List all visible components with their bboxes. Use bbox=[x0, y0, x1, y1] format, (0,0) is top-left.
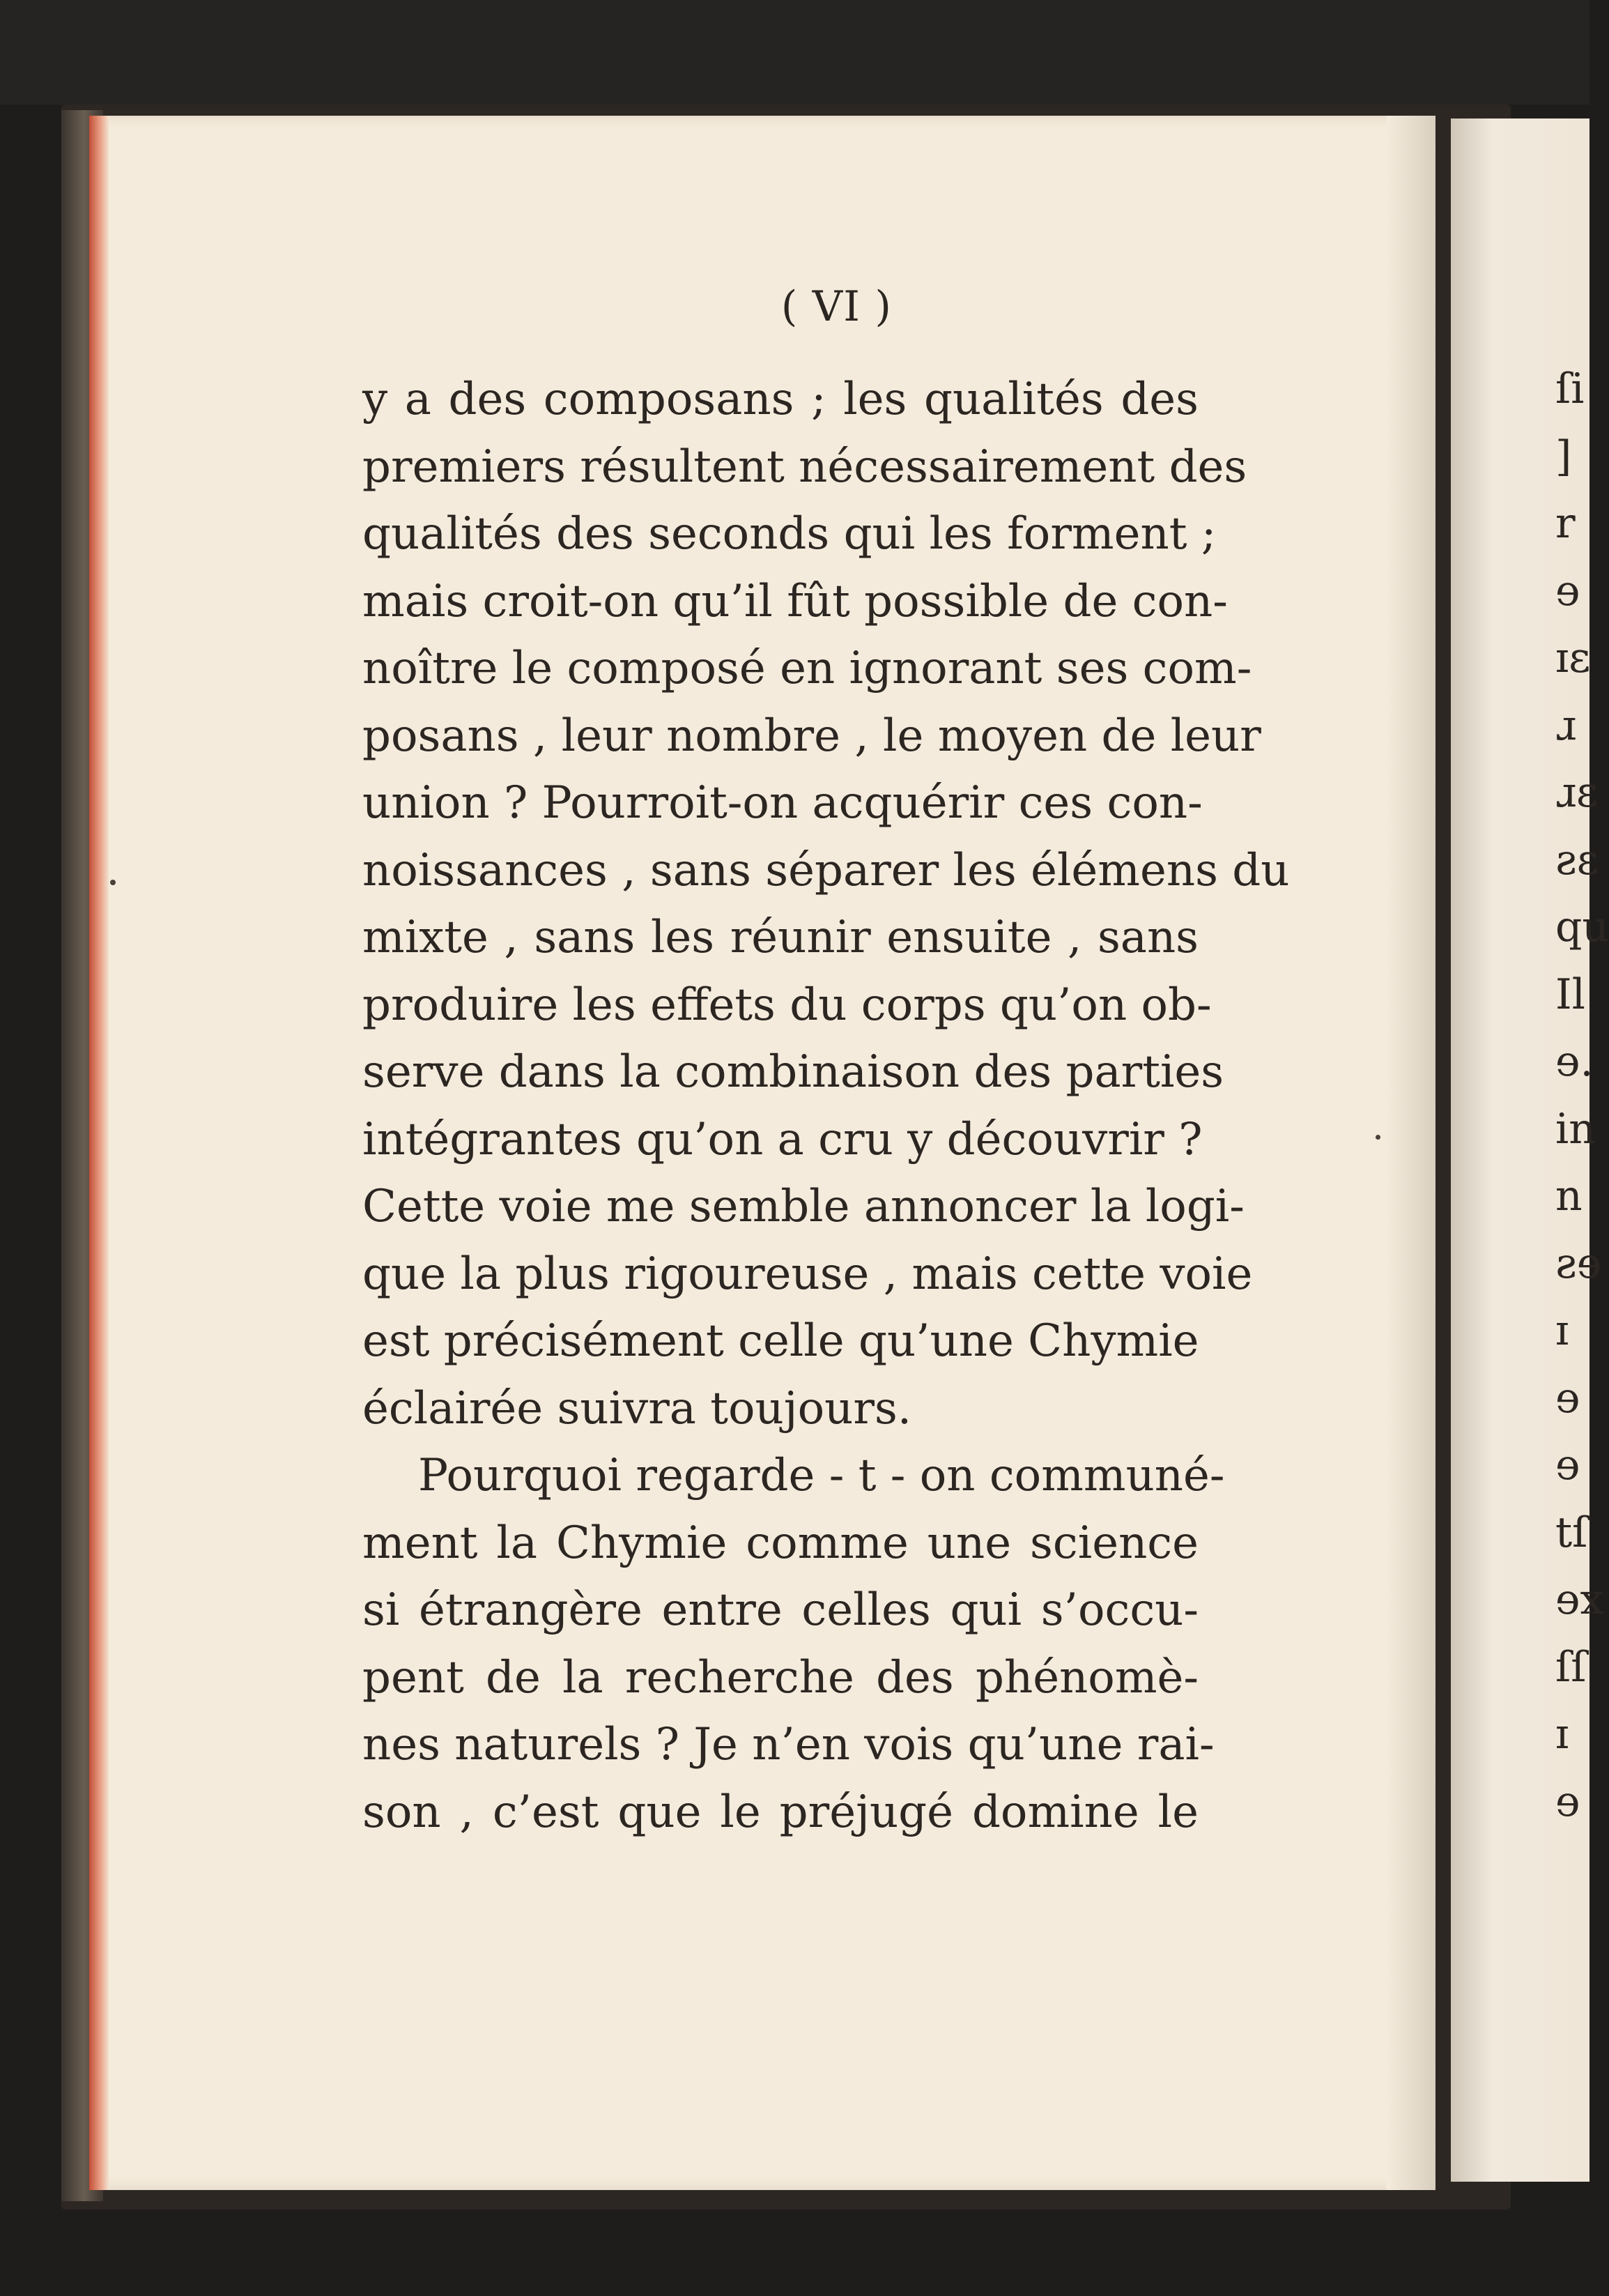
facing-fragment: ɘ bbox=[1555, 566, 1580, 615]
text-line: éclairée suivra toujours. bbox=[362, 1382, 912, 1434]
page-number: ( VI ) bbox=[780, 282, 893, 331]
facing-fragment: ɪɛ bbox=[1555, 634, 1591, 682]
facing-fragment: ɘ. bbox=[1555, 1037, 1594, 1086]
facing-page-text bbox=[1555, 355, 1609, 1903]
text-line: mixte , sans les réunir ensuite , sans bbox=[362, 912, 1199, 963]
facing-fragment: r bbox=[1555, 499, 1576, 548]
text-line: son , c’est que le préjugé domine le bbox=[362, 1786, 1199, 1838]
text-line: Pourquoi regarde - t - on communé- bbox=[418, 1450, 1225, 1501]
text-line: intégrantes qu’on a cru y découvrir ? bbox=[362, 1113, 1203, 1165]
facing-fragment: ɘ bbox=[1555, 1777, 1580, 1826]
facing-fragment: in bbox=[1555, 1104, 1596, 1154]
paper-speck bbox=[1376, 1135, 1380, 1140]
facing-fragment: ɹ bbox=[1555, 701, 1577, 750]
facing-fragment: ƨɘ bbox=[1555, 1239, 1602, 1288]
facing-fragment: ɘ bbox=[1555, 1373, 1580, 1423]
text-line: si étrangère entre celles qui s’occu- bbox=[362, 1584, 1199, 1636]
text-line: Cette voie me semble annoncer la logi- bbox=[362, 1181, 1245, 1232]
text-line: nes naturels ? Je n’en vois qu’une rai- bbox=[362, 1719, 1215, 1770]
text-line: mais croit-on qu’il fût possible de con- bbox=[362, 575, 1228, 627]
body-text bbox=[362, 366, 1290, 1846]
facing-fragment: ɪ bbox=[1555, 1306, 1569, 1355]
text-line: posans , leur nombre , le moyen de leur bbox=[362, 710, 1261, 762]
facing-fragment: n bbox=[1555, 1172, 1583, 1220]
facing-fragment: qu bbox=[1555, 903, 1609, 951]
facing-fragment: ɘx bbox=[1555, 1575, 1604, 1624]
facing-fragment: ] bbox=[1555, 431, 1572, 481]
text-line: produire les effets du corps qu’on ob- bbox=[362, 979, 1212, 1031]
text-line: qualités des seconds qui les forment ; bbox=[362, 508, 1217, 560]
facing-fragment: Il bbox=[1555, 970, 1585, 1019]
facing-fragment: ſſ bbox=[1555, 1642, 1587, 1692]
facing-fragment: ɹɛ bbox=[1555, 768, 1599, 817]
text-line: union ? Pourroit-on acquérir ces con- bbox=[362, 777, 1203, 829]
paper-speck bbox=[110, 880, 116, 885]
facing-fragment: ɪ bbox=[1555, 1710, 1569, 1759]
page-gutter bbox=[1387, 116, 1435, 2190]
text-line: que la plus rigoureuse , mais cette voie bbox=[362, 1248, 1253, 1300]
backdrop bbox=[0, 0, 1589, 105]
text-line: premiers résultent nécessairement des bbox=[362, 441, 1247, 493]
text-line: pent de la recherche des phénomè- bbox=[362, 1651, 1199, 1704]
page-red-edge bbox=[89, 116, 109, 2190]
text-line: y a des composans ; les qualités des bbox=[362, 374, 1199, 425]
facing-fragment: ƨɛ bbox=[1555, 835, 1599, 885]
text-line: noître le composé en ignorant ses com- bbox=[362, 643, 1252, 694]
text-line: ment la Chymie comme une science bbox=[362, 1517, 1199, 1569]
text-line: noissances , sans séparer les élémens du bbox=[362, 844, 1290, 896]
facing-fragment: tſ bbox=[1555, 1508, 1588, 1557]
facing-fragment: ſi bbox=[1555, 365, 1585, 413]
facing-fragment: ɘ bbox=[1555, 1441, 1580, 1490]
text-line: est précisément celle qu’une Chymie bbox=[362, 1315, 1199, 1367]
text-line: serve dans la combinaison des parties bbox=[362, 1046, 1224, 1098]
